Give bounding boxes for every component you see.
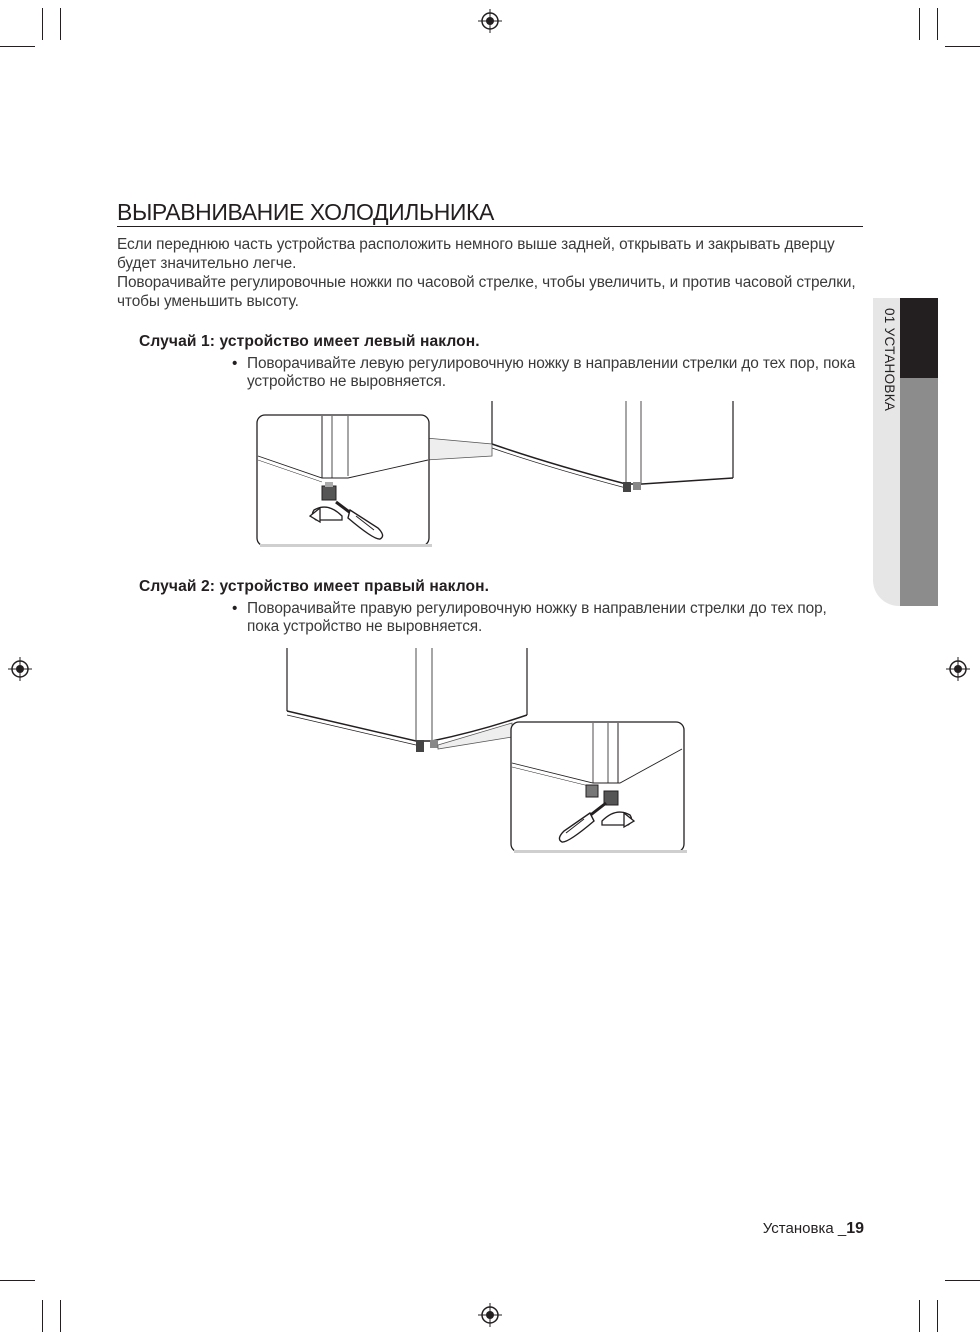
registration-mark-bottom: [478, 1303, 502, 1327]
case-2-bullet-text: Поворачивайте правую регулировочную ножку в направлении стрелки до тех пор, пока устройство не выровняется.: [247, 600, 827, 635]
bullet-icon: •: [232, 355, 238, 372]
page-footer: [763, 1220, 864, 1238]
chapter-tab-dark-block: [900, 298, 938, 378]
registration-mark-left: [8, 657, 32, 681]
case-2-bullet: [232, 600, 837, 636]
intro-text: [117, 235, 877, 311]
case-2-title: Случай 2: устройство имеет правый наклон.: [139, 578, 490, 595]
page-number: 19: [846, 1220, 864, 1237]
chapter-tab-grey-block: [900, 378, 938, 606]
case-1-title: Случай 1: устройство имеет левый наклон.: [139, 333, 480, 350]
intro-paragraph-2: Поворачивайте регулировочные ножки по часовой стрелке, чтобы увеличить, и против часовой стрелки, чтобы уменьшить высоту.: [117, 274, 856, 310]
illustration-right-tilt: [280, 645, 700, 860]
registration-mark-top: [478, 9, 502, 33]
illustration-left-tilt: [250, 398, 740, 553]
footer-section: Установка _: [762, 1220, 847, 1237]
bullet-icon: •: [232, 600, 238, 617]
chapter-tab-label: 01 УСТАНОВКА: [882, 308, 897, 412]
registration-mark-right: [946, 657, 970, 681]
section-title: ВЫРАВНИВАНИЕ ХОЛОДИЛЬНИКА: [117, 198, 863, 227]
intro-paragraph-1: Если переднюю часть устройства расположить немного выше задней, открывать и закрывать дверцу будет значительно легче.: [117, 236, 835, 272]
case-1-bullet-text: Поворачивайте левую регулировочную ножку в направлении стрелки до тех пор, пока устройство не выровняется.: [247, 355, 856, 390]
case-1-bullet: [232, 355, 872, 391]
